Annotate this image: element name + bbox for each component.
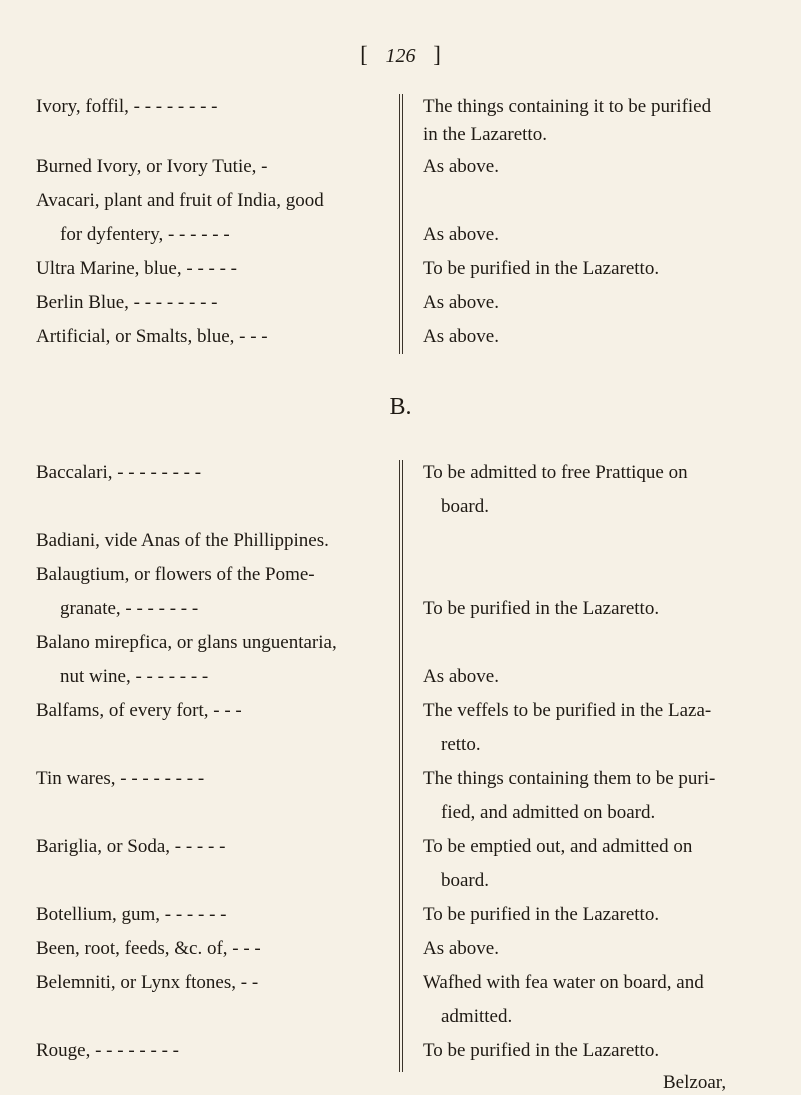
item-balaugtium-cont: granate, - - - - - - -	[60, 598, 199, 619]
item-berlin-blue: Berlin Blue, - - - - - - - -	[36, 292, 218, 313]
remark-b-6: The things containing them to be puri-	[423, 768, 716, 789]
item-badiani: Badiani, vide Anas of the Phillippines.	[36, 530, 329, 551]
remark-b-9: board.	[441, 870, 490, 891]
remark-a-6: As above.	[423, 326, 499, 347]
remark-b-8: To be emptied out, and admitted on	[423, 836, 693, 857]
item-rouge: Rouge, - - - - - - - -	[36, 1040, 179, 1061]
bracket-close: ]	[433, 42, 441, 67]
remark-b-3: As above.	[423, 666, 499, 687]
item-botellium: Botellium, gum, - - - - - -	[36, 904, 227, 925]
item-baccalari: Baccalari, - - - - - - - -	[36, 462, 202, 483]
item-ultra-marine: Ultra Marine, blue, - - - - -	[36, 258, 238, 279]
remark-b-11: As above.	[423, 938, 499, 959]
remark-a-0: The things containing it to be purified	[423, 96, 712, 117]
remark-b-7: fied, and admitted on board.	[441, 802, 656, 823]
page-header	[0, 42, 801, 68]
remark-a-4: To be purified in the Lazaretto.	[423, 258, 660, 279]
remark-b-2: To be purified in the Lazaretto.	[423, 598, 660, 619]
item-balano-cont: nut wine, - - - - - - -	[60, 666, 209, 687]
section-letter-b: B.	[389, 394, 412, 420]
remark-b-0: To be admitted to free Prattique on	[423, 462, 688, 483]
item-ivory-fossil: Ivory, foffil, - - - - - - - -	[36, 96, 218, 117]
item-balano: Balano mirepfica, or glans unguentaria,	[36, 632, 337, 653]
column-rule-b	[399, 460, 403, 1072]
remark-b-5: retto.	[441, 734, 481, 755]
column-rule-a	[399, 94, 403, 354]
item-been: Been, root, feeds, &c. of, - - -	[36, 938, 261, 959]
remark-a-1: in the Lazaretto.	[423, 124, 547, 145]
item-avacari: Avacari, plant and fruit of India, good	[36, 190, 324, 211]
remark-b-14: To be purified in the Lazaretto.	[423, 1040, 660, 1061]
item-balfams: Balfams, of every fort, - - -	[36, 700, 242, 721]
item-tin-wares: Tin wares, - - - - - - - -	[36, 768, 205, 789]
item-bariglia: Bariglia, or Soda, - - - - -	[36, 836, 226, 857]
remark-b-12: Wafhed with fea water on board, and	[423, 972, 704, 993]
remark-a-5: As above.	[423, 292, 499, 313]
bracket-open: [	[360, 42, 368, 67]
item-avacari-cont: for dyfentery, - - - - - -	[60, 224, 230, 245]
remark-b-4: The veffels to be purified in the Laza-	[423, 700, 712, 721]
remark-a-2: As above.	[423, 156, 499, 177]
remark-b-1: board.	[441, 496, 490, 517]
remark-a-3: As above.	[423, 224, 499, 245]
page-number: 126	[385, 45, 416, 67]
item-belemniti: Belemniti, or Lynx ftones, - -	[36, 972, 259, 993]
item-burned-ivory: Burned Ivory, or Ivory Tutie, -	[36, 156, 268, 177]
item-smalts: Artificial, or Smalts, blue, - - -	[36, 326, 268, 347]
remark-b-13: admitted.	[441, 1006, 513, 1027]
item-balaugtium: Balaugtium, or flowers of the Pome-	[36, 564, 315, 585]
remark-b-10: To be purified in the Lazaretto.	[423, 904, 660, 925]
catchword: Belzoar,	[663, 1072, 727, 1093]
